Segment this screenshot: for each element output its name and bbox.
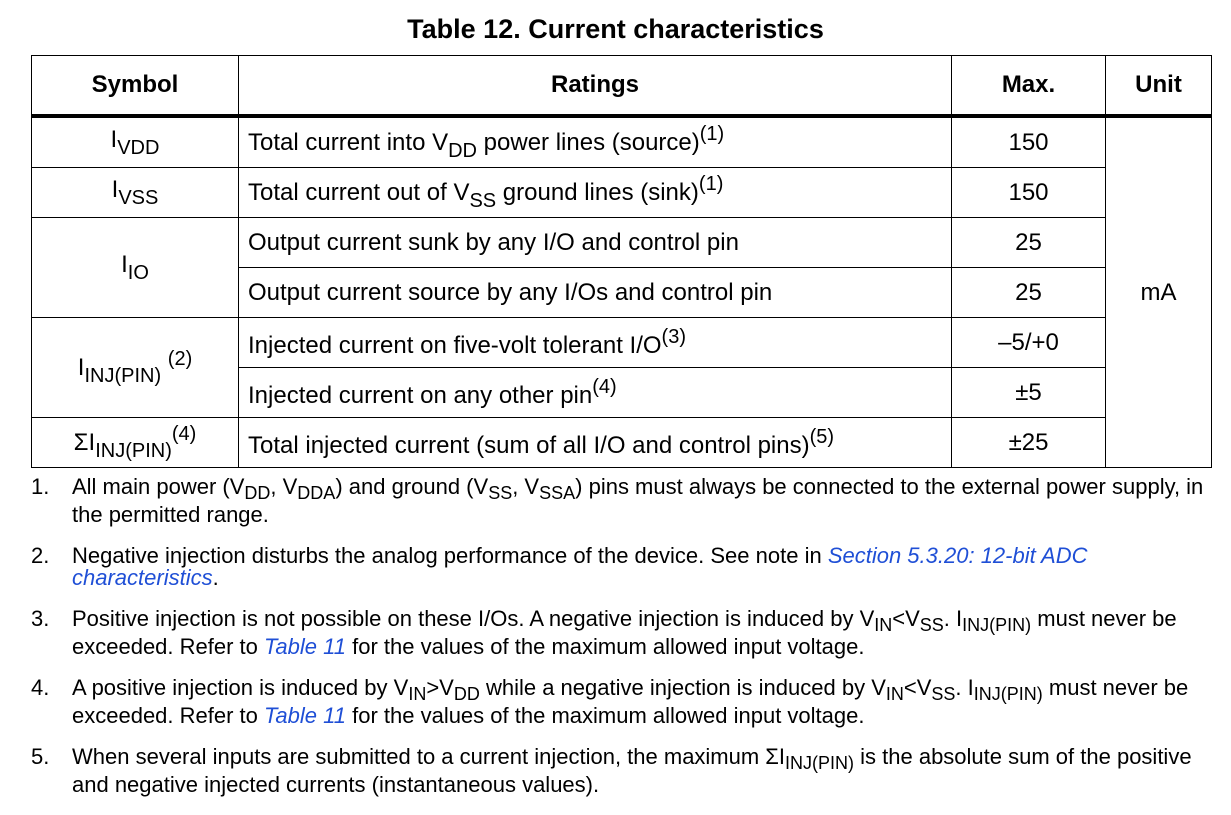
table-link[interactable]: Table 11 — [264, 634, 346, 659]
symbol-cell: $\Sigma I_{INJ(PIN)}^{(4)}$ — [32, 418, 239, 468]
table-link[interactable]: Table 11 — [264, 703, 346, 728]
note-2: 2. Negative injection disturbs the analog performance of the device. See note in Section 5.3.20: 12-bit ADC characteristics. — [31, 543, 1088, 590]
table-row — [32, 418, 1212, 468]
rating-cell: Total injected current (sum of all I/O and control pins)$^{(5)}$ — [239, 418, 952, 468]
symbol-cell: $I_{IO}$ — [32, 218, 239, 318]
table-row — [32, 116, 1212, 168]
max-cell: –5/+0 — [952, 318, 1106, 368]
current-characteristics-table — [31, 55, 1212, 468]
max-cell: 150 — [952, 116, 1106, 168]
symbol-cell: $I_{VSS}$ — [32, 168, 239, 218]
header-max: Max. — [952, 56, 1106, 117]
max-cell: 25 — [952, 218, 1106, 268]
table-header-row — [32, 56, 1212, 117]
table-row — [32, 218, 1212, 268]
note-5: 5. When several inputs are submitted to a current injection, the maximum $\Sigma I_{INJ(PIN)}$ is the absolute sum of the positive and negative injected currents (instantaneous values). — [31, 744, 1192, 797]
table-row — [32, 168, 1212, 218]
max-cell: 25 — [952, 268, 1106, 318]
symbol-cell: $I_{VDD}$ — [32, 116, 239, 168]
rating-cell: Output current source by any I/Os and control pin — [239, 268, 952, 318]
max-cell: 150 — [952, 168, 1106, 218]
header-ratings: Ratings — [239, 56, 952, 117]
rating-cell: Injected current on five-volt tolerant $I/O^{(3)}$ — [239, 318, 952, 368]
rating-cell: Total current into $V_{DD}$ power lines (source)$^{(1)}$ — [239, 116, 952, 168]
note-1: 1. All main power ($V_{DD}$, $V_{DDA}$) and ground ($V_{SS}$, $V_{SSA}$) pins must always be connected to the external power supply, in the permitted range. — [31, 474, 1204, 527]
header-symbol: Symbol — [32, 56, 239, 117]
max-cell: ±5 — [952, 368, 1106, 418]
table-row — [32, 318, 1212, 368]
table-title: Table 12. Current characteristics — [407, 14, 824, 44]
table-notes — [31, 476, 1211, 815]
symbol-cell: $I_{INJ(PIN)}$ $^{(2)}$ — [32, 318, 239, 418]
max-cell: ±25 — [952, 418, 1106, 468]
section-link[interactable]: Section 5.3.20: 12-bit ADC characteristics — [72, 543, 1088, 590]
rating-cell: Total current out of $V_{SS}$ ground lines $(\sin k)^{(1)}$ — [239, 168, 952, 218]
rating-cell: Output current sunk by any I/O and control pin — [239, 218, 952, 268]
note-3: 3. Positive injection is not possible on these I/Os. A negative injection is induced by $V_{IN}<V_{SS}$. $I_{INJ(PIN)}$ must never be exceeded. Refer to Table 11 for the values of the maximum allowed input voltage. — [31, 606, 1177, 659]
unit-cell: mA — [1106, 116, 1212, 468]
note-4: 4. A positive injection is induced by $V_{IN}>V_{DD}$ while a negative injection is induced by $V_{IN}<V_{SS}$. $I_{INJ(PIN)}$ must never be exceeded. Refer to Table 11 for the values of the maximum allowed input voltage. — [31, 675, 1189, 728]
rating-cell: Injected current on any other pin$^{(4)}$ — [239, 368, 952, 418]
header-unit: Unit — [1106, 56, 1212, 117]
